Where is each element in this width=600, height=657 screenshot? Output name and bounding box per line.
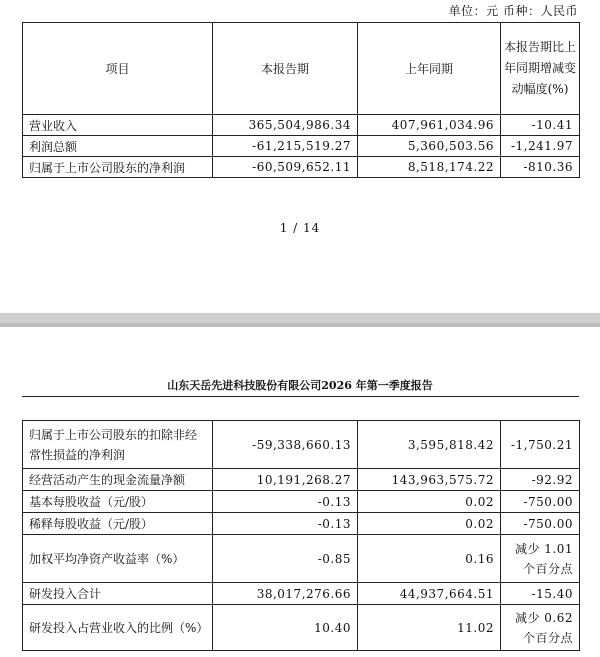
unit-currency-note: 单位：元 币种：人民币 — [448, 4, 578, 18]
table-row — [23, 421, 580, 469]
row-item-label: 稀释每股收益（元/股） — [23, 513, 213, 535]
table-row — [23, 491, 580, 513]
row-current-value: 10,191,268.27 — [213, 469, 358, 491]
header-item: 项目 — [23, 23, 213, 115]
row-prior-value: 0.02 — [358, 513, 501, 535]
row-current-value: -0.85 — [213, 535, 358, 583]
row-current-value: 38,017,276.66 — [213, 583, 358, 605]
report-running-title: 山东天岳先进科技股份有限公司2026 年第一季度报告 — [167, 379, 433, 392]
row-current-value: -60,509,652.11 — [213, 157, 358, 178]
row-item-label: 加权平均净资产收益率（%） — [23, 535, 213, 583]
row-change-value: -10.41 — [501, 115, 580, 136]
row-change-value: -1,241.97 — [501, 136, 580, 157]
table-row — [23, 115, 580, 136]
table-row — [23, 583, 580, 605]
row-prior-value: 0.16 — [358, 535, 501, 583]
row-item-label: 归属于上市公司股东的净利润 — [23, 157, 213, 178]
table-row — [23, 605, 580, 651]
table-row — [23, 535, 580, 583]
row-item-label: 利润总额 — [23, 136, 213, 157]
table-row — [23, 469, 580, 491]
row-current-value: -59,338,660.13 — [213, 421, 358, 469]
row-prior-value: 5,360,503.56 — [358, 136, 501, 157]
row-current-value: 10.40 — [213, 605, 358, 651]
page-break-divider — [0, 323, 600, 327]
row-current-value: -0.13 — [213, 491, 358, 513]
row-change-value: 减少 1.01 个百分点 — [501, 535, 580, 583]
row-change-value: -15.40 — [501, 583, 580, 605]
row-prior-value: 0.02 — [358, 491, 501, 513]
financial-summary-table-continued — [22, 420, 580, 651]
row-item-label: 经营活动产生的现金流量净额 — [23, 469, 213, 491]
row-prior-value: 8,518,174.22 — [358, 157, 501, 178]
row-prior-value: 44,937,664.51 — [358, 583, 501, 605]
row-item-label: 研发投入占营业收入的比例（%） — [23, 605, 213, 651]
row-prior-value: 3,595,818.42 — [358, 421, 501, 469]
row-item-label: 研发投入合计 — [23, 583, 213, 605]
row-change-value: -92.92 — [501, 469, 580, 491]
table-row — [23, 136, 580, 157]
table-row — [23, 157, 580, 178]
row-current-value: 365,504,986.34 — [213, 115, 358, 136]
header-current-period: 本报告期 — [213, 23, 358, 115]
row-prior-value: 407,961,034.96 — [358, 115, 501, 136]
row-item-label: 归属于上市公司股东的扣除非经常性损益的净利润 — [23, 421, 213, 469]
row-item-label: 基本每股收益（元/股） — [23, 491, 213, 513]
row-change-value: -750.00 — [501, 491, 580, 513]
table-row — [23, 513, 580, 535]
page-number: 1 / 14 — [279, 221, 321, 235]
row-current-value: -0.13 — [213, 513, 358, 535]
row-change-value: -1,750.21 — [501, 421, 580, 469]
row-change-value: -750.00 — [501, 513, 580, 535]
row-current-value: -61,215,519.27 — [213, 136, 358, 157]
title-underline — [22, 396, 579, 397]
row-prior-value: 143,963,575.72 — [358, 469, 501, 491]
row-change-value: -810.36 — [501, 157, 580, 178]
row-item-label: 营业收入 — [23, 115, 213, 136]
row-change-value: 减少 0.62 个百分点 — [501, 605, 580, 651]
financial-summary-table — [22, 22, 580, 178]
table-header-row — [23, 23, 580, 115]
row-prior-value: 11.02 — [358, 605, 501, 651]
header-change-pct: 本报告期比上年同期增减变动幅度(%) — [501, 23, 580, 115]
header-prior-period: 上年同期 — [358, 23, 501, 115]
